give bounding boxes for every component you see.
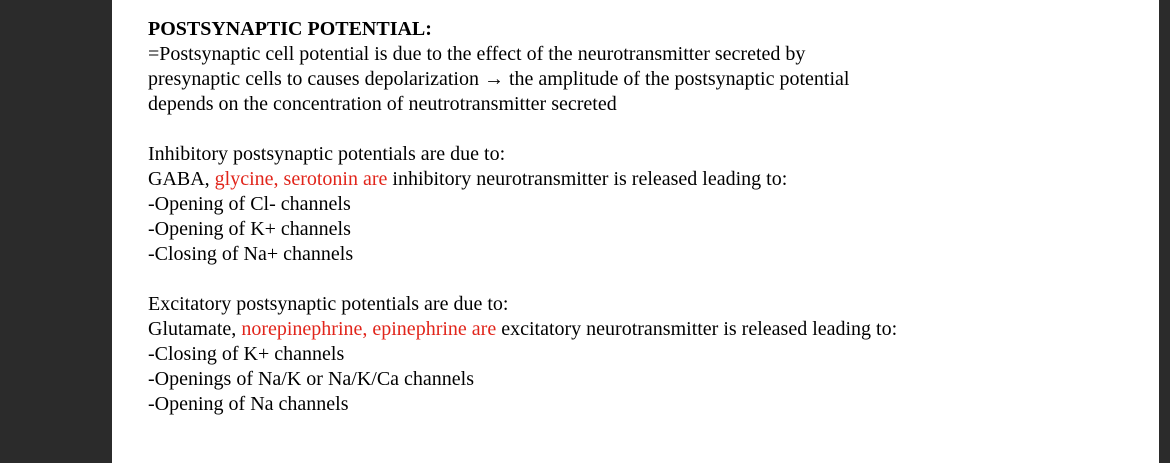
intro-line-2: presynaptic cells to causes depolarization → the amplitude of the postsynaptic potential xyxy=(148,68,850,90)
inhibitory-item: -Closing of Na+ channels xyxy=(148,243,354,265)
excitatory-lead-black: Glutamate, xyxy=(148,318,242,340)
inhibitory-title: Inhibitory postsynaptic potentials are due to: xyxy=(148,143,506,165)
inhibitory-item: -Opening of K+ channels xyxy=(148,218,351,240)
document-content xyxy=(148,17,1148,417)
inhibitory-lead-highlight: glycine, serotonin are xyxy=(214,168,388,190)
section-heading: POSTSYNAPTIC POTENTIAL: xyxy=(148,18,432,40)
paragraph-spacer xyxy=(148,267,1148,292)
inhibitory-item: -Opening of Cl- channels xyxy=(148,193,351,215)
excitatory-item: -Openings of Na/K or Na/K/Ca channels xyxy=(148,368,475,390)
excitatory-lead-rest: excitatory neurotransmitter is released leading to: xyxy=(496,318,898,340)
inhibitory-lead xyxy=(148,167,1148,192)
intro-line-1: =Postsynaptic cell potential is due to the effect of the neurotransmitter secreted by xyxy=(148,43,806,65)
excitatory-item: -Opening of Na channels xyxy=(148,393,349,415)
inhibitory-lead-rest: inhibitory neurotransmitter is released leading to: xyxy=(387,168,788,190)
excitatory-item: -Closing of K+ channels xyxy=(148,343,345,365)
excitatory-lead xyxy=(148,317,1148,342)
paragraph-spacer xyxy=(148,117,1148,142)
intro-line-3: depends on the concentration of neutrotransmitter secreted xyxy=(148,93,617,115)
document-page xyxy=(112,0,1159,463)
inhibitory-lead-black: GABA, xyxy=(148,168,215,190)
excitatory-title: Excitatory postsynaptic potentials are due to: xyxy=(148,293,509,315)
excitatory-lead-highlight: norepinephrine, epinephrine are xyxy=(241,318,497,340)
